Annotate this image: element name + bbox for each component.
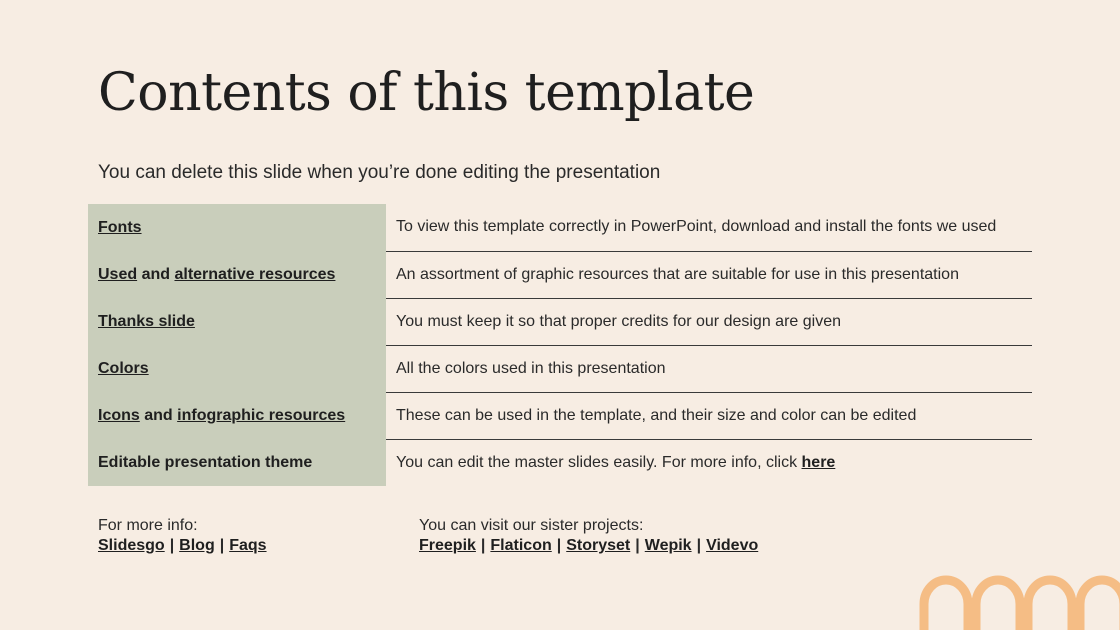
link-separator: | (219, 537, 225, 554)
resource-description-cell (386, 298, 1032, 345)
more-info-label: For more info: (98, 517, 198, 534)
contents-table-body (88, 204, 1032, 486)
decorative-arch (1080, 580, 1120, 630)
more-info-link[interactable]: Slidesgo (98, 537, 165, 554)
resource-name-text: Editable presentation theme (98, 453, 313, 471)
table-row (88, 251, 1032, 298)
resource-name-link[interactable]: Fonts (98, 218, 142, 236)
sister-projects-block (419, 516, 758, 556)
sister-project-link[interactable]: Freepik (419, 537, 476, 554)
resource-name-link[interactable]: Icons (98, 406, 140, 424)
slide-title: Contents of this template (98, 63, 755, 123)
decorative-arch (976, 580, 1020, 630)
resource-description-text: You must keep it so that proper credits for our design are given (396, 312, 841, 330)
link-separator: | (480, 537, 486, 554)
more-info-link[interactable]: Blog (179, 537, 215, 554)
resource-name-link[interactable]: Colors (98, 359, 149, 377)
resource-description-link[interactable]: here (801, 453, 836, 471)
resource-description-cell (386, 439, 1032, 486)
contents-table (88, 204, 1032, 486)
resource-name-link[interactable]: alternative resources (174, 265, 336, 283)
table-row (88, 298, 1032, 345)
resource-description-text: These can be used in the template, and their size and color can be edited (396, 406, 917, 424)
resource-description-text: To view this template correctly in PowerPoint, download and install the fonts we used (396, 218, 997, 236)
resource-description-cell (386, 345, 1032, 392)
resource-name-cell (88, 345, 386, 392)
link-separator: | (169, 537, 175, 554)
more-info-links (98, 536, 267, 556)
resource-description-text: You can edit the master slides easily. For more info, click (396, 453, 802, 471)
resource-name-link[interactable]: Used (98, 265, 138, 283)
sister-project-link[interactable]: Storyset (566, 537, 631, 554)
resource-name-text: and (139, 406, 178, 424)
resource-description-cell (386, 204, 1032, 251)
resource-name-cell (88, 204, 386, 251)
resource-name-cell (88, 251, 386, 298)
sister-projects-label: You can visit our sister projects: (419, 517, 644, 534)
more-info-block (98, 516, 267, 556)
link-separator: | (696, 537, 702, 554)
decorative-arch (1028, 580, 1072, 630)
table-row (88, 345, 1032, 392)
decorative-arch (924, 580, 968, 630)
table-row (88, 204, 1032, 251)
more-info-link[interactable]: Faqs (229, 537, 267, 554)
resource-name-text: and (137, 265, 175, 283)
sister-project-link[interactable]: Wepik (644, 537, 692, 554)
table-row (88, 439, 1032, 486)
link-separator: | (556, 537, 562, 554)
resource-description-cell (386, 251, 1032, 298)
resource-name-link[interactable]: infographic resources (177, 406, 346, 424)
sister-project-link[interactable]: Videvo (706, 537, 759, 554)
resource-description-text: All the colors used in this presentation (396, 359, 666, 377)
sister-project-link[interactable]: Flaticon (490, 537, 552, 554)
resource-name-cell (88, 392, 386, 439)
resource-name-cell (88, 439, 386, 486)
decorative-arches (912, 574, 1120, 630)
resource-description-text: An assortment of graphic resources that are suitable for use in this presentation (396, 265, 959, 283)
resource-description-cell (386, 392, 1032, 439)
resource-name-link[interactable]: Thanks slide (98, 312, 195, 330)
table-row (88, 392, 1032, 439)
sister-projects-links (419, 536, 758, 556)
resource-name-cell (88, 298, 386, 345)
link-separator: | (635, 537, 640, 554)
slide-subtitle: You can delete this slide when you’re done editing the presentation (98, 162, 661, 183)
